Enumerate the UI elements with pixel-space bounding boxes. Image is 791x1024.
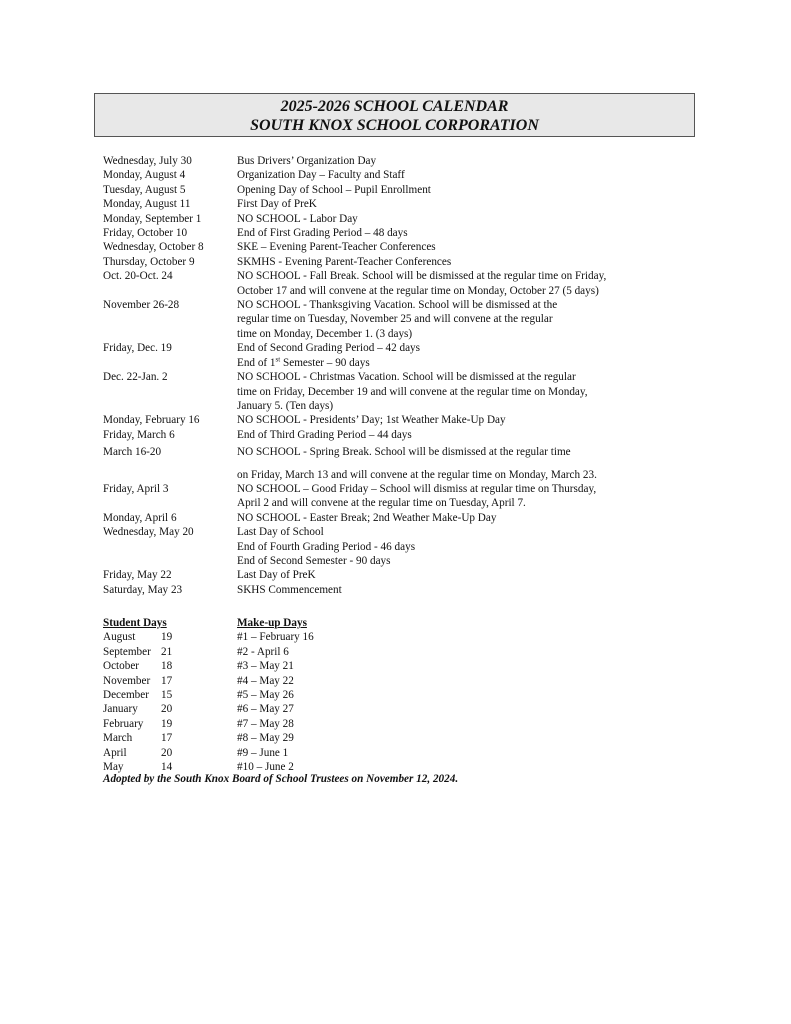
- event-text: NO SCHOOL - Easter Break; 2nd Weather Make-Up Day: [237, 511, 497, 524]
- event-date: Monday, April 6: [103, 511, 177, 524]
- event-date: Monday, August 11: [103, 198, 191, 211]
- days-lists: [103, 616, 314, 774]
- event-date: Friday, April 3: [103, 482, 169, 495]
- event-text: NO SCHOOL - Christmas Vacation. School will be dismissed at the regular: [237, 371, 576, 384]
- event-row: [103, 568, 673, 582]
- event-text: Last Day of School: [237, 526, 324, 539]
- event-text: January 5. (Ten days): [237, 399, 334, 412]
- event-row: [103, 240, 673, 254]
- event-date: Monday, August 4: [103, 169, 186, 182]
- event-text: on Friday, March 13 and will convene at the regular time on Monday, March 23.: [237, 468, 597, 481]
- event-row: [103, 269, 673, 298]
- list-row: [103, 746, 314, 760]
- event-date: Friday, October 10: [103, 227, 188, 240]
- makeup-day: #2 - April 6: [237, 645, 289, 658]
- month-label: October: [103, 660, 140, 673]
- event-row: [103, 212, 673, 226]
- lists-header: [103, 616, 314, 630]
- event-row: [103, 468, 673, 482]
- event-text: Opening Day of School – Pupil Enrollment: [237, 183, 431, 196]
- day-count: 19: [161, 631, 173, 644]
- corporation-title: SOUTH KNOX SCHOOL CORPORATION: [250, 117, 539, 134]
- event-text: End of Third Grading Period – 44 days: [237, 428, 412, 441]
- event-text: SKE – Evening Parent-Teacher Conferences: [237, 241, 436, 254]
- event-date: Monday, September 1: [103, 212, 202, 225]
- event-text: time on Monday, December 1. (3 days): [237, 327, 413, 340]
- list-row: [103, 659, 314, 673]
- event-date: Saturday, May 23: [103, 583, 183, 596]
- event-text: End of Second Grading Period – 42 days: [237, 342, 421, 355]
- list-row: [103, 645, 314, 659]
- event-text: End of Second Semester - 90 days: [237, 554, 391, 567]
- event-text: First Day of PreK: [237, 198, 317, 211]
- event-row: [103, 511, 673, 525]
- month-label: May: [103, 761, 124, 774]
- event-date: Dec. 22-Jan. 2: [103, 371, 168, 384]
- event-row: [103, 255, 673, 269]
- month-label: August: [103, 631, 136, 644]
- month-label: March: [103, 732, 133, 745]
- event-date: Wednesday, October 8: [103, 241, 204, 254]
- event-text: April 2 and will convene at the regular time on Tuesday, April 7.: [237, 497, 526, 510]
- event-row: [103, 583, 673, 597]
- day-count: 20: [161, 703, 173, 716]
- day-count: 20: [161, 746, 173, 759]
- month-label: November: [103, 674, 151, 687]
- event-date: Wednesday, July 30: [103, 155, 192, 167]
- day-count: 21: [161, 645, 173, 658]
- list-row: [103, 630, 314, 644]
- event-text: SKMHS - Evening Parent-Teacher Conferences: [237, 255, 452, 268]
- event-row: [103, 525, 673, 568]
- event-row: [103, 226, 673, 240]
- day-count: 14: [161, 761, 173, 774]
- event-text: NO SCHOOL - Spring Break. School will be dismissed at the regular time: [237, 446, 571, 459]
- event-text: October 17 and will convene at the regular time on Monday, October 27 (5 days): [237, 284, 599, 297]
- day-count: 19: [161, 717, 173, 730]
- event-row: [103, 197, 673, 211]
- list-row: [103, 702, 314, 716]
- list-row: [103, 717, 314, 731]
- event-row: [103, 298, 673, 341]
- makeup-day: #9 – June 1: [237, 746, 289, 759]
- student-days-heading: Student Days: [103, 617, 167, 629]
- list-row: [103, 674, 314, 688]
- event-row: [103, 445, 673, 459]
- event-text: NO SCHOOL – Good Friday – School will dismiss at regular time on Thursday,: [237, 482, 597, 495]
- event-row: [103, 168, 673, 182]
- event-text: NO SCHOOL - Fall Break. School will be dismissed at the regular time on Friday,: [237, 270, 607, 283]
- event-row: [103, 356, 673, 370]
- event-date: [103, 468, 237, 482]
- makeup-day: #6 – May 27: [237, 703, 294, 716]
- event-text: Last Day of PreK: [237, 569, 316, 582]
- month-label: September: [103, 645, 151, 658]
- event-date: Friday, May 22: [103, 569, 172, 582]
- calendar-title: 2025-2026 SCHOOL CALENDAR: [280, 98, 509, 115]
- event-text: NO SCHOOL - Labor Day: [237, 212, 358, 225]
- event-row: [103, 482, 673, 511]
- month-label: February: [103, 717, 144, 730]
- event-date: November 26-28: [103, 299, 180, 312]
- event-text: Bus Drivers’ Organization Day: [237, 155, 377, 167]
- event-date: Friday, March 6: [103, 428, 175, 441]
- event-date: Oct. 20-Oct. 24: [103, 270, 173, 283]
- event-row: [103, 413, 673, 427]
- day-count: 18: [161, 660, 173, 673]
- event-row: [103, 341, 673, 355]
- event-text: End of 1st Semester – 90 days: [237, 354, 370, 369]
- event-row: [103, 428, 673, 442]
- event-text: SKHS Commencement: [237, 583, 342, 596]
- event-row: [103, 154, 673, 168]
- event-date: Tuesday, August 5: [103, 183, 186, 196]
- event-date: [103, 356, 237, 370]
- event-text: NO SCHOOL - Presidents’ Day; 1st Weather Make-Up Day: [237, 414, 506, 427]
- event-text: regular time on Tuesday, November 25 and will convene at the regular: [237, 313, 553, 326]
- makeup-day: #4 – May 22: [237, 674, 294, 687]
- day-count: 17: [161, 732, 173, 745]
- month-label: April: [103, 746, 127, 759]
- makeup-days-heading: Make-up Days: [237, 617, 307, 629]
- event-text: Organization Day – Faculty and Staff: [237, 169, 405, 182]
- event-text: End of Fourth Grading Period - 46 days: [237, 540, 416, 553]
- makeup-day: #10 – June 2: [237, 761, 294, 774]
- day-count: 17: [161, 674, 173, 687]
- event-row: [103, 370, 673, 413]
- makeup-day: #7 – May 28: [237, 717, 294, 730]
- list-row: [103, 731, 314, 745]
- event-text: NO SCHOOL - Thanksgiving Vacation. School will be dismissed at the: [237, 299, 558, 312]
- events-list: [103, 154, 673, 597]
- list-row: [103, 688, 314, 702]
- day-count: 15: [161, 689, 173, 702]
- makeup-day: #5 – May 26: [237, 689, 294, 702]
- event-row: [103, 183, 673, 197]
- event-date: Wednesday, May 20: [103, 526, 194, 539]
- month-label: December: [103, 689, 149, 702]
- makeup-day: #8 – May 29: [237, 732, 294, 745]
- month-label: January: [103, 703, 138, 716]
- makeup-day: #3 – May 21: [237, 660, 294, 673]
- event-text: End of First Grading Period – 48 days: [237, 227, 408, 240]
- makeup-day: #1 – February 16: [237, 631, 314, 644]
- event-text: time on Friday, December 19 and will convene at the regular time on Monday,: [237, 385, 588, 398]
- adoption-note: Adopted by the South Knox Board of School Trustees on November 12, 2024.: [103, 773, 459, 785]
- event-date: March 16-20: [103, 446, 162, 459]
- event-date: Friday, Dec. 19: [103, 342, 172, 355]
- event-date: Thursday, October 9: [103, 255, 195, 268]
- event-date: Monday, February 16: [103, 414, 200, 427]
- calendar-title-box: [94, 93, 695, 137]
